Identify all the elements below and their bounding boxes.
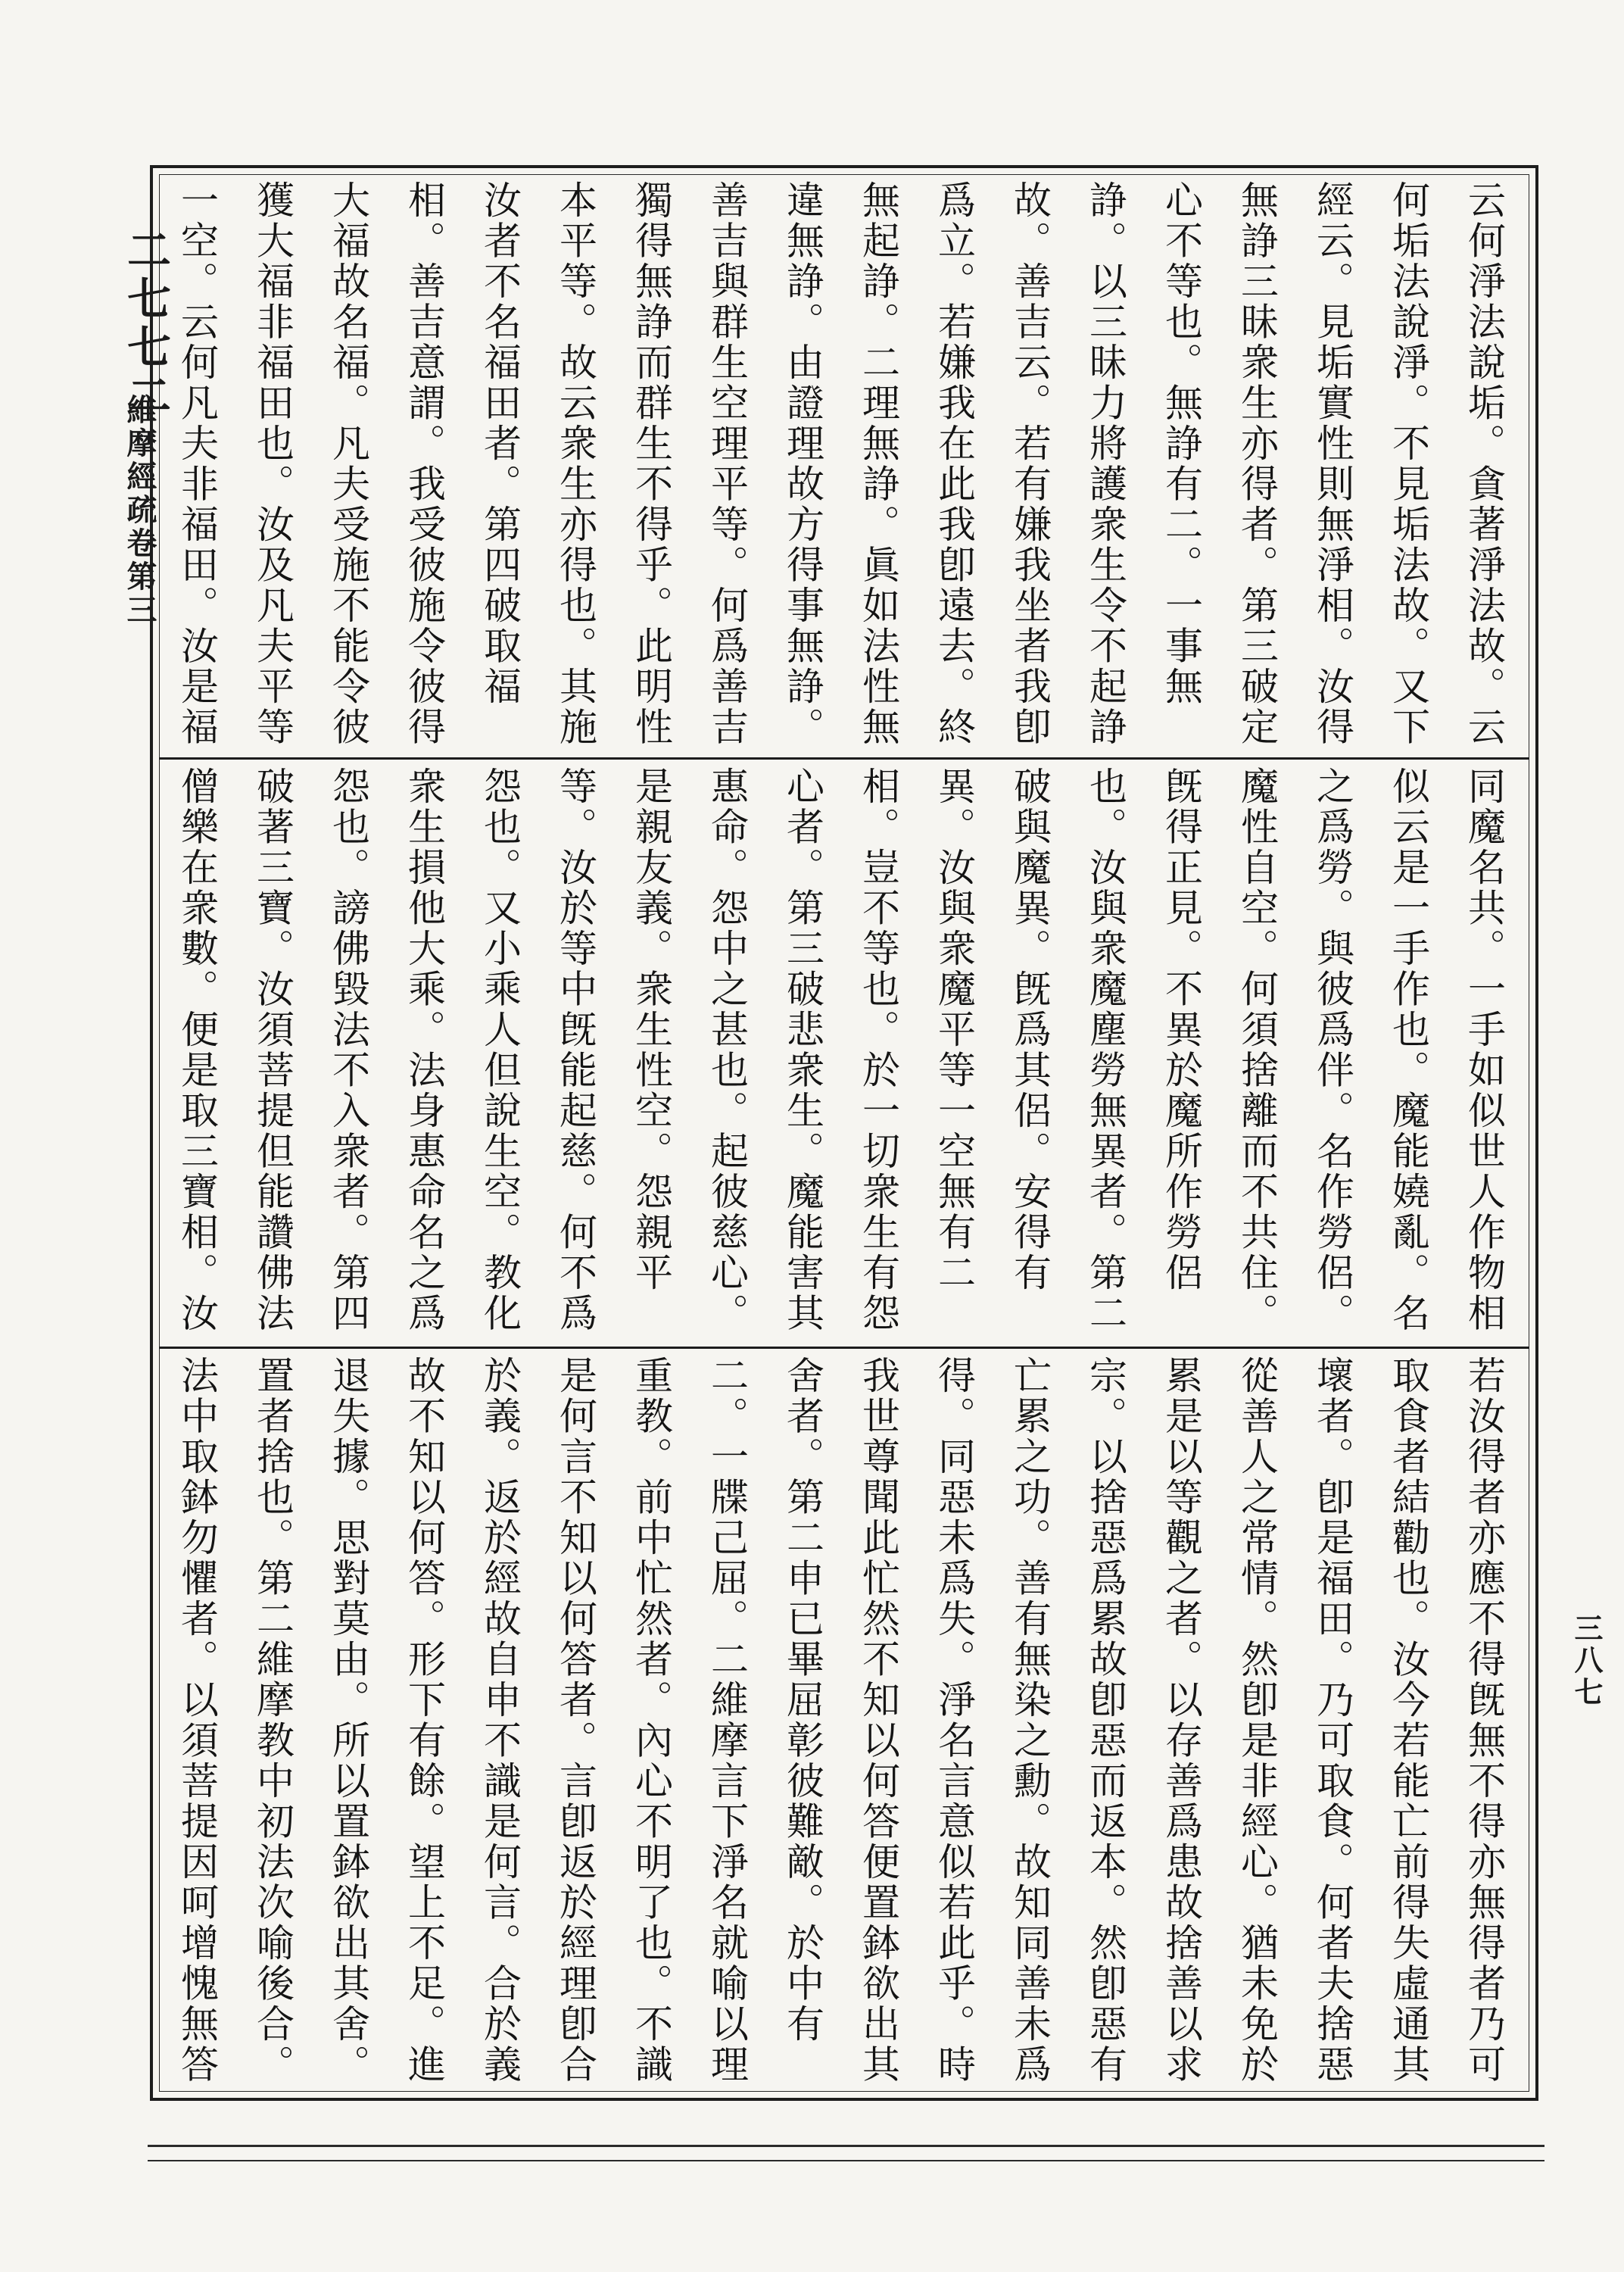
band-divider (159, 1347, 1529, 1349)
text-band-bottom: 若汝得者亦應不得旣無不得亦無得者乃可取食者結勸也。汝今若能亡前得失虛通其壞者。卽是福田。乃可取食。何者夫捨惡從善人之常情。然卽是非經心。猶未免於累是以等觀之者。以存善爲患故捨善以求宗。以捨惡爲累故卽惡而返本。然卽惡有亡累之功。善有無染之勳。故知同善未爲得。同惡未爲失。淨名言意似若此乎。時我世尊聞此忙然不知以何答便置鉢欲出其舍者。第二申已畢屈彰彼難敵。於中有二。一牒己屈。二維摩言下淨名就喻以理重教。前中忙然者。內心不明了也。不識是何言不知以何答者。言卽返於經理卽合於義。返於經故自申不識是何言。合於義故不知以何答。形下有餘。望上不足。進退失據。思對莫由。所以置鉢欲出其舍。置者捨也。第二維摩教中初法次喻後合。法中取鉢勿懼者。以須菩提因呵增愧無答 (175, 1356, 1506, 2085)
folio-number: 三八七 (1569, 1613, 1604, 1709)
page-number-label: 二七七二 (120, 227, 171, 421)
footer-rule (148, 2145, 1545, 2147)
text-band-top: 云何淨法說垢。貪著淨法故。云何垢法說淨。不見垢法故。又下經云。見垢實性則無淨相。汝得無諍三昧衆生亦得者。第三破定心不等也。無諍有二。一事無諍。以三昧力將護衆生令不起諍故。善吉云。若有嫌我坐者我卽爲立。若嫌我在此我卽遠去。終無起諍。二理無諍。眞如法性無違無諍。由證理故方得事無諍。善吉與群生空理平等。何爲善吉獨得無諍而群生不得乎。此明性本平等。故云衆生亦得也。其施汝者不名福田者。第四破取福相。善吉意謂。我受彼施令彼得大福故名福。凡夫受施不能令彼獲大福非福田也。汝及凡夫平等一空。云何凡夫非福田。汝是福 (175, 180, 1506, 747)
running-title: 維摩經疏卷第三 (122, 394, 157, 627)
band-divider (159, 757, 1529, 760)
text-band-middle: 同魔名共。一手如似世人作物相似云是一手作也。魔能嬈亂。名之爲勞。與彼爲伴。名作勞侶。魔性自空。何須捨離而不共住。旣得正見。不異於魔所作勞侶也。汝與衆魔塵勞無異者。第二破與魔異。旣爲其侶。安得有異。汝與衆魔平等一空無有二相。豈不等也。於一切衆生有怨心者。第三破悲衆生。魔能害其惠命。怨中之甚也。起彼慈心。是親友義。衆生性空。怨親平等。汝於等中旣能起慈。何不爲怨也。又小乘人但說生空。教化衆生損他大乘。法身惠命名之爲怨也。謗佛毀法不入衆者。第四破著三寶。汝須菩提但能讚佛法僧樂在衆數。便是取三寶相。汝 (175, 766, 1506, 1334)
footer-rule (148, 2160, 1545, 2161)
